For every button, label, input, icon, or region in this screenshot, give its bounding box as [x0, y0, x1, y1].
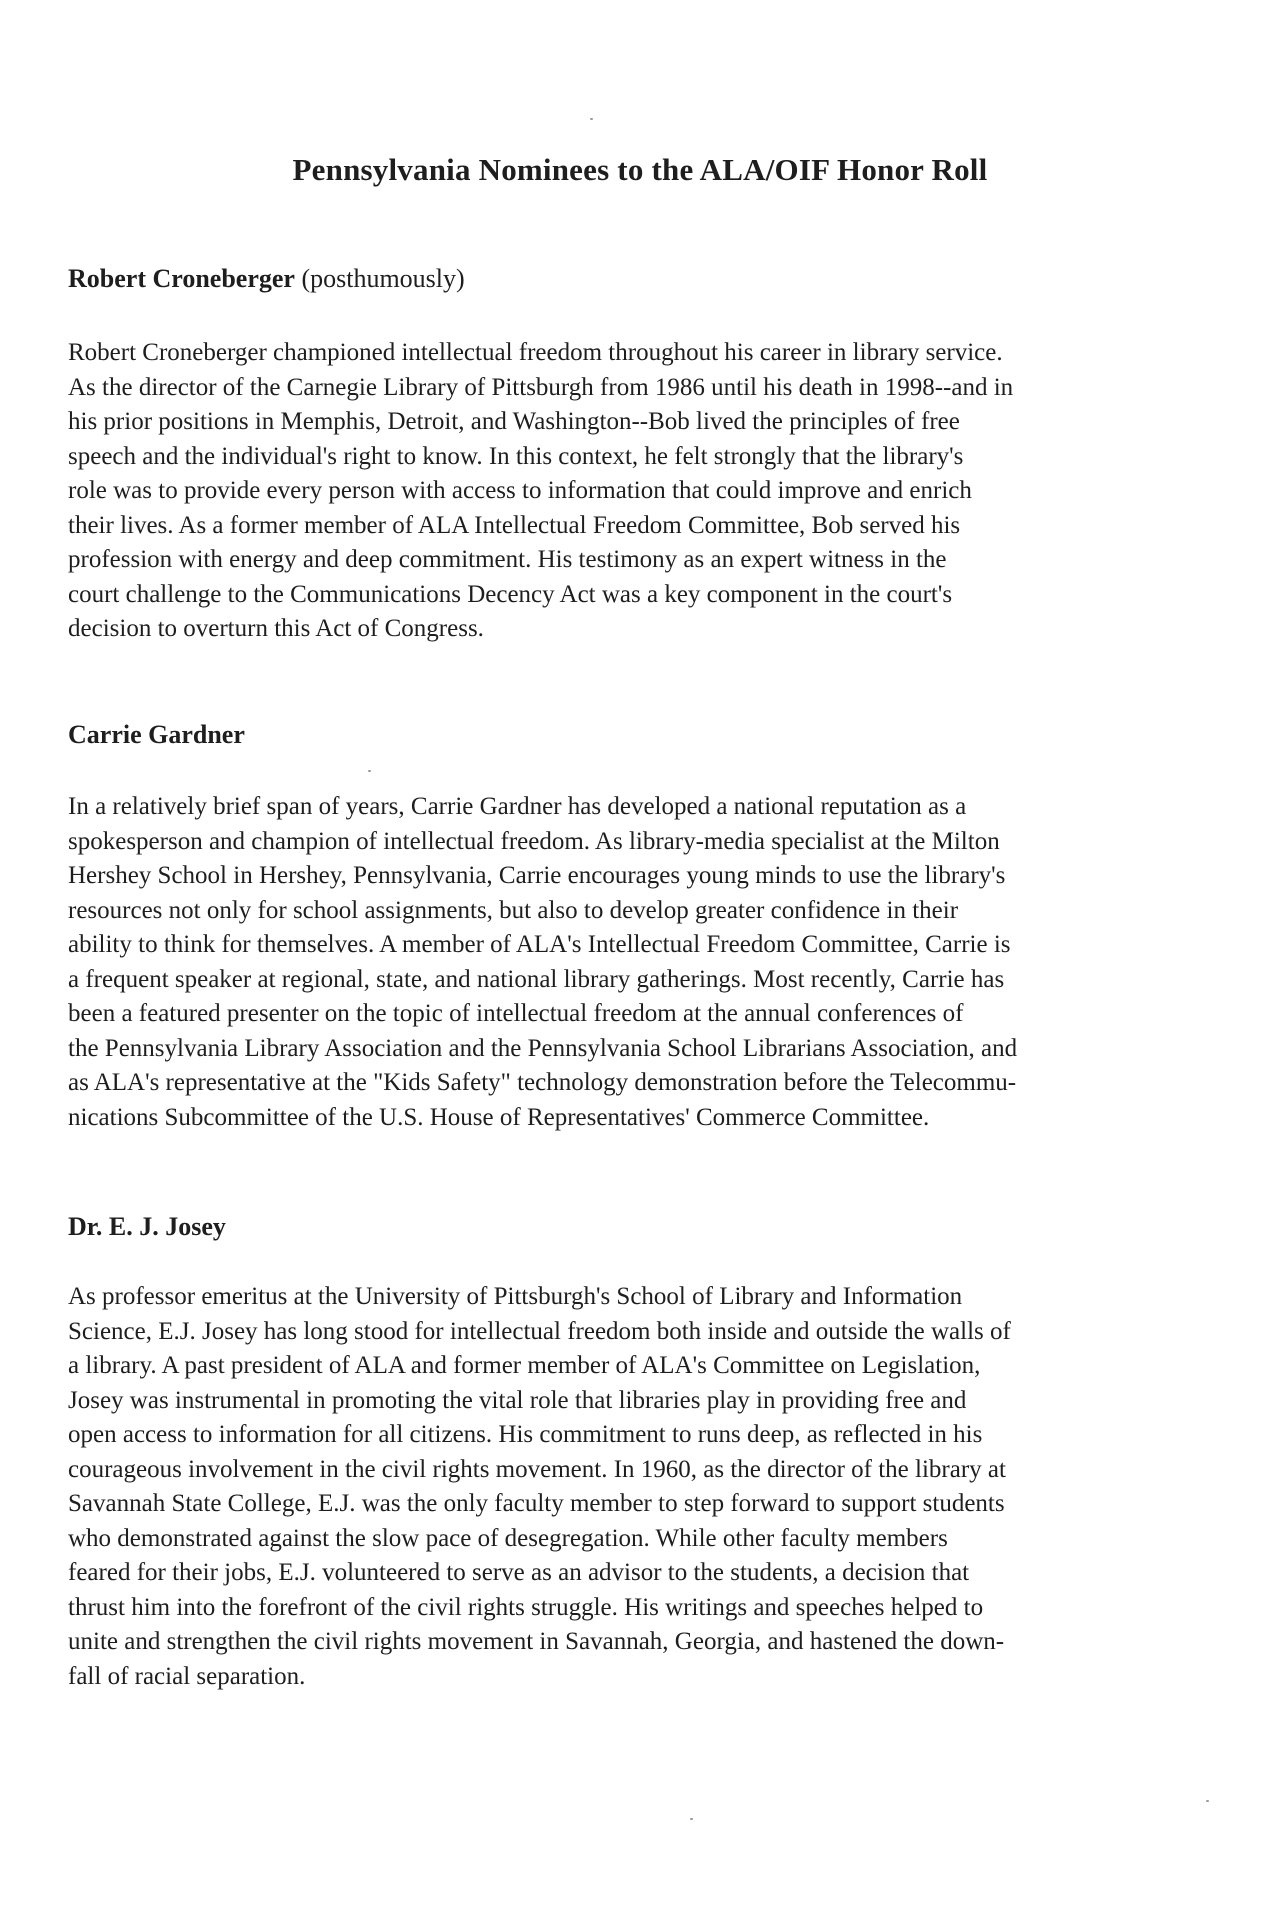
- paragraph-line: speech and the individual's right to know. In this context, he felt strongly that the library's: [68, 442, 964, 470]
- paragraph-line: Savannah State College, E.J. was the only faculty member to step forward to support students: [68, 1490, 1005, 1517]
- paragraph-line: unite and strengthen the civil rights movement in Savannah, Georgia, and hastened the down-: [68, 1628, 1005, 1655]
- paragraph-line: a library. A past president of ALA and former member of ALA's Committee on Legislation,: [68, 1352, 981, 1379]
- paragraph-line: the Pennsylvania Library Association and the Pennsylvania School Librarians Association, and: [68, 1034, 1018, 1062]
- paragraph-line: open access to information for all citizens. His commitment to runs deep, as reflected in his: [68, 1421, 983, 1448]
- nominee-note: (posthumously): [301, 264, 465, 293]
- paragraph-line: Science, E.J. Josey has long stood for intellectual freedom both inside and outside the walls of: [68, 1317, 1011, 1345]
- page-title: Pennsylvania Nominees to the ALA/OIF Honor Roll: [292, 152, 988, 187]
- paragraph-line: courageous involvement in the civil rights movement. In 1960, as the director of the library at: [68, 1455, 1006, 1483]
- nominee-paragraph-josey: [68, 1280, 1011, 1694]
- scan-speck: [690, 1818, 693, 1820]
- paragraph-line: Robert Croneberger championed intellectual freedom throughout his career in library service.: [68, 339, 1003, 366]
- scan-speck: [368, 770, 371, 772]
- scan-speck: [1206, 1800, 1209, 1802]
- paragraph-line: who demonstrated against the slow pace of desegregation. While other faculty members: [68, 1524, 948, 1552]
- paragraph-line: resources not only for school assignments, but also to develop greater confidence in their: [68, 896, 959, 924]
- paragraph-line: Josey was instrumental in promoting the vital role that libraries play in providing free and: [68, 1386, 967, 1414]
- paragraph-line: feared for their jobs, E.J. volunteered to serve as an advisor to the students, a decision that: [68, 1559, 970, 1586]
- paragraph-line: nications Subcommittee of the U.S. House of Representatives' Commerce Committee.: [68, 1103, 930, 1131]
- scan-speck: [590, 118, 593, 120]
- nominee-paragraph-gardner: [68, 790, 1017, 1135]
- paragraph-line: As professor emeritus at the University of Pittsburgh's School of Library and Information: [68, 1283, 963, 1310]
- paragraph-line: As the director of the Carnegie Library of Pittsburgh from 1986 until his death in 1998--and in: [68, 373, 1014, 401]
- nominee-heading-gardner: [68, 720, 245, 750]
- paragraph-line: been a featured presenter on the topic of intellectual freedom at the annual conferences of: [68, 1000, 964, 1027]
- paragraph-line: spokesperson and champion of intellectual freedom. As library-media specialist at the Milton: [68, 827, 1000, 855]
- paragraph-line: Hershey School in Hershey, Pennsylvania, Carrie encourages young minds to use the library's: [68, 862, 1006, 889]
- paragraph-line: his prior positions in Memphis, Detroit, and Washington--Bob lived the principles of free: [68, 408, 960, 435]
- paragraph-line: role was to provide every person with access to information that could improve and enrich: [68, 477, 972, 504]
- paragraph-line: decision to overturn this Act of Congress.: [68, 615, 484, 642]
- paragraph-line: as ALA's representative at the "Kids Safety" technology demonstration before the Telecommu-: [68, 1069, 1017, 1096]
- paragraph-line: In a relatively brief span of years, Carrie Gardner has developed a national reputation as a: [68, 793, 967, 820]
- paragraph-line: profession with energy and deep commitment. His testimony as an expert witness in the: [68, 546, 947, 573]
- nominee-name: Robert Croneberger: [68, 264, 295, 293]
- nominee-paragraph-croneberger: [68, 336, 1013, 647]
- nominee-heading-josey: [68, 1212, 226, 1242]
- nominee-heading-croneberger: [68, 264, 465, 294]
- paragraph-line: thrust him into the forefront of the civil rights struggle. His writings and speeches helped to: [68, 1593, 984, 1621]
- paragraph-line: fall of racial separation.: [68, 1662, 306, 1690]
- nominee-name: Dr. E. J. Josey: [68, 1212, 226, 1241]
- paragraph-line: a frequent speaker at regional, state, and national library gatherings. Most recently, Carrie has: [68, 965, 1005, 993]
- paragraph-line: court challenge to the Communications Decency Act was a key component in the court's: [68, 580, 953, 608]
- paragraph-line: their lives. As a former member of ALA Intellectual Freedom Committee, Bob served his: [68, 511, 961, 539]
- paragraph-line: ability to think for themselves. A member of ALA's Intellectual Freedom Committee, Carrie is: [68, 931, 1011, 958]
- nominee-name: Carrie Gardner: [68, 720, 245, 749]
